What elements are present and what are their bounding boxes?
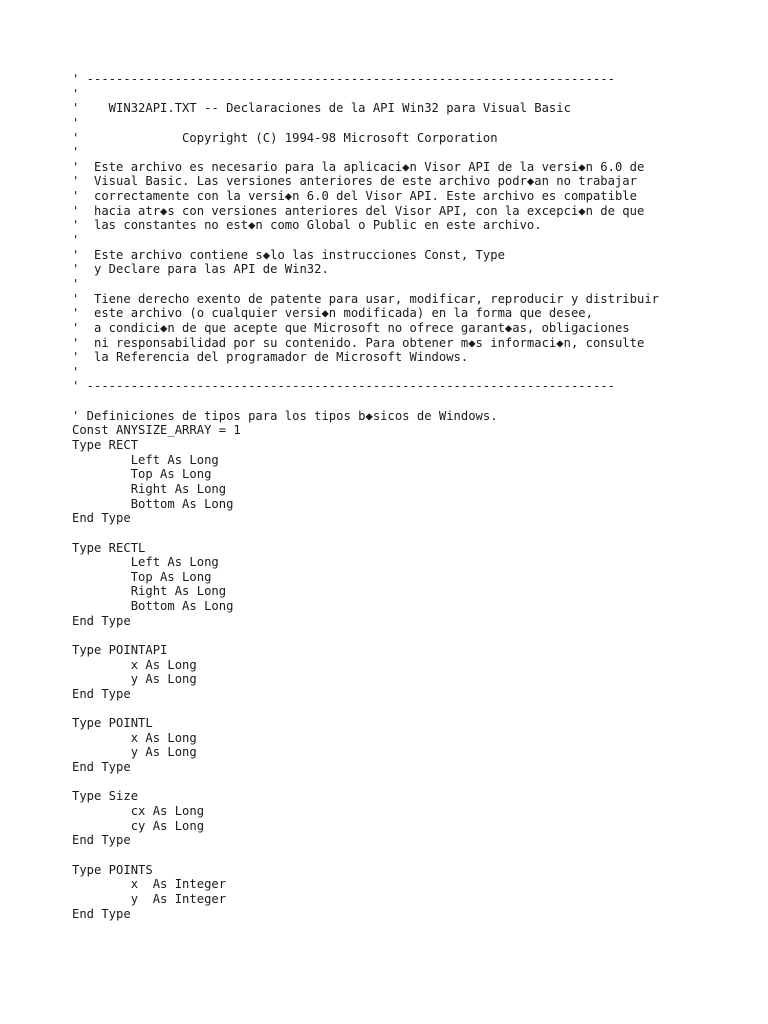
code-line [72,775,752,790]
code-line: ' ------------------------------------------------------------------------ [72,379,615,394]
code-line: ' a condici◆n de que acepte que Microsoft no ofrece garant◆as, obligaciones [72,320,630,335]
code-line: ' [72,233,80,248]
code-line: Type Size [72,789,139,804]
code-line [72,526,752,541]
code-line: ' Este archivo es necesario para la aplicaci◆n Visor API de la versi◆n 6.0 de [72,159,645,174]
code-line: Bottom As Long [72,496,234,511]
code-line: Type POINTL [72,716,153,731]
code-line [72,628,752,643]
code-line: cx As Long [72,804,205,819]
code-line [72,848,752,863]
code-line: ' [72,115,80,130]
code-line: ' [72,86,80,101]
code-line: Bottom As Long [72,599,234,614]
code-line: ' Tiene derecho exento de patente para usar, modificar, reproducir y distribuir [72,291,659,306]
code-line: Type RECTL [72,540,146,555]
code-line: Type POINTS [72,862,153,877]
code-line: ' [72,364,80,379]
code-line: ' Definiciones de tipos para los tipos b◆sicos de Windows. [72,408,498,423]
code-line: Type POINTAPI [72,642,168,657]
code-line: x As Integer [72,877,227,892]
code-line: x As Long [72,730,197,745]
code-line: ' las constantes no est◆n como Global o Public en este archivo. [72,218,542,233]
code-line: ' correctamente con la versi◆n 6.0 del Visor API. Este archivo es compatible [72,189,637,204]
code-line: End Type [72,760,131,775]
code-line: cy As Long [72,818,205,833]
code-line: ' [72,145,80,160]
code-line: Right As Long [72,481,227,496]
code-line: ' este archivo (o cualquier versi◆n modificada) en la forma que desee, [72,306,593,321]
code-line: Left As Long [72,452,219,467]
code-line: ' y Declare para las API de Win32. [72,262,329,277]
code-line: Type RECT [72,438,139,453]
code-line: ' WIN32API.TXT -- Declaraciones de la API Win32 para Visual Basic [72,101,571,116]
code-line: x As Long [72,657,197,672]
code-line: ' Visual Basic. Las versiones anteriores de este archivo podr◆an no trabajar [72,174,637,189]
code-line: y As Long [72,745,197,760]
code-line [72,394,752,409]
code-line: End Type [72,686,131,701]
code-line: ' ------------------------------------------------------------------------ [72,72,615,86]
code-line: Left As Long [72,555,219,570]
code-line: ' [72,276,80,291]
code-line: y As Integer [72,891,227,906]
code-line: End Type [72,906,131,921]
code-line: End Type [72,511,131,526]
code-line: Top As Long [72,467,212,482]
code-line: ' la Referencia del programador de Microsoft Windows. [72,350,469,365]
code-line: End Type [72,613,131,628]
code-line: y As Long [72,672,197,687]
code-line: Right As Long [72,584,227,599]
code-line: End Type [72,833,131,848]
code-line: ' Este archivo contiene s◆lo las instrucciones Const, Type [72,247,505,262]
code-line: ' hacia atr◆s con versiones anteriores del Visor API, con la excepci◆n de que [72,203,645,218]
code-line: Const ANYSIZE_ARRAY = 1 [72,423,241,438]
code-line [72,702,752,717]
code-line: ' Copyright (C) 1994-98 Microsoft Corporation [72,130,498,145]
code-listing [72,72,752,921]
code-line: Top As Long [72,569,212,584]
code-line: ' ni responsabilidad por su contenido. Para obtener m◆s informaci◆n, consulte [72,335,645,350]
